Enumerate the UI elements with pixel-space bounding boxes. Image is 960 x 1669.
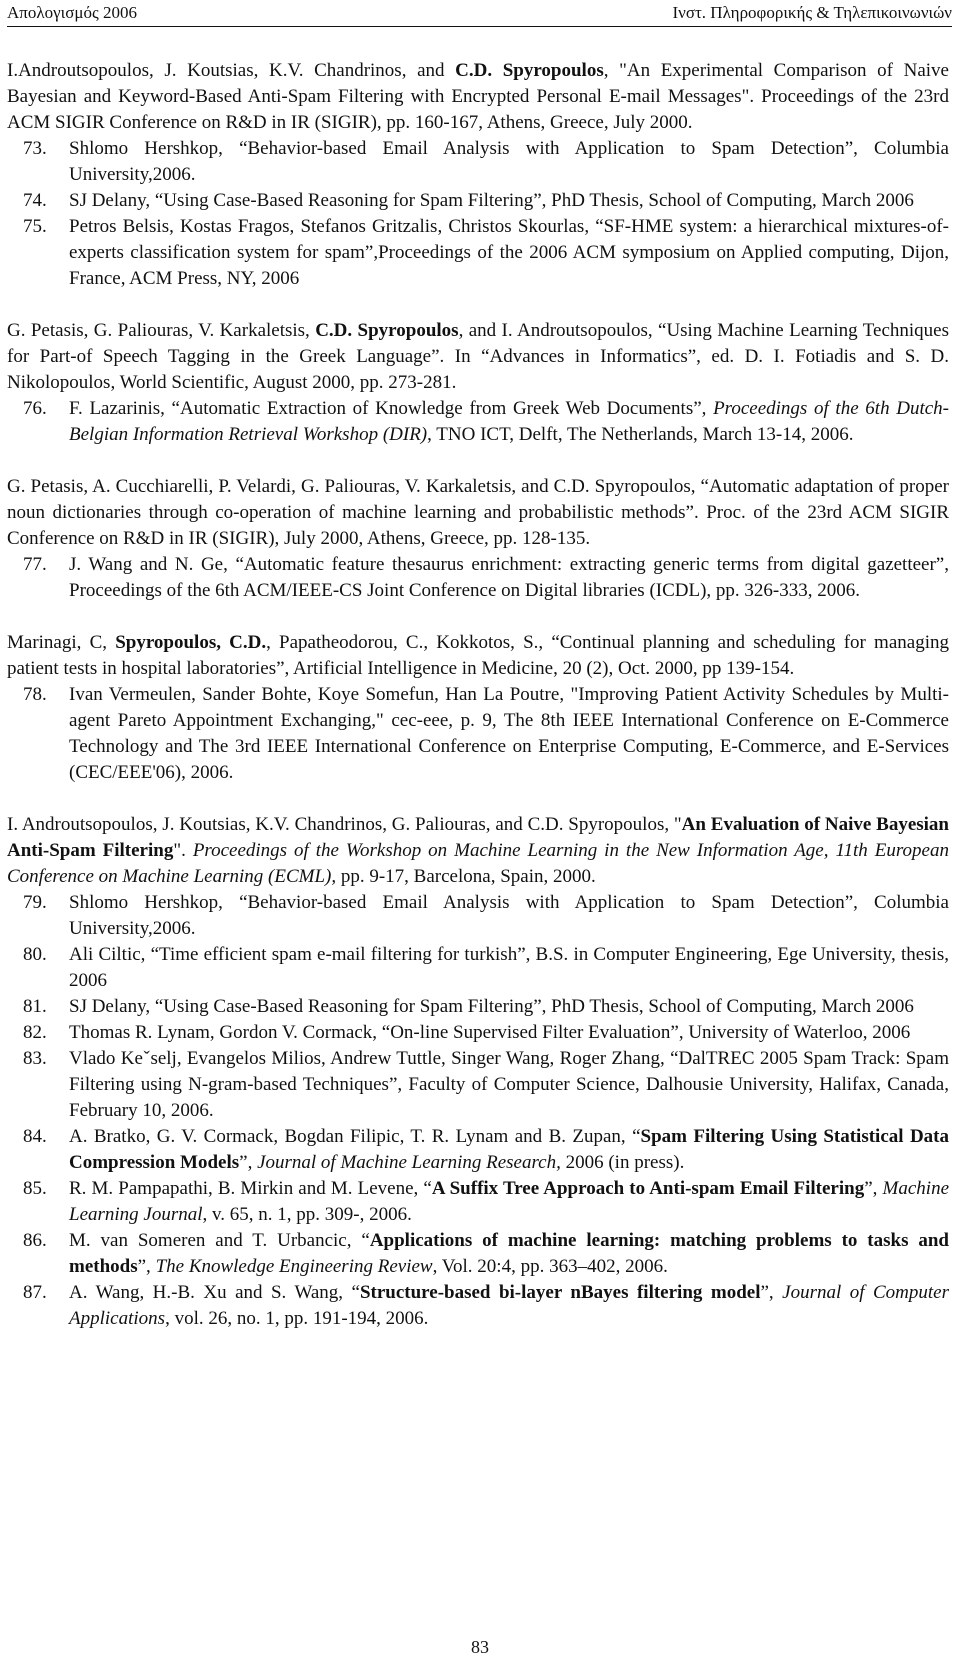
source-paper-1: I.Androutsopoulos, J. Koutsias, K.V. Chandrinos, and C.D. Spyropoulos, "An Experimental Comparison of Naive Bayesian and Keyword-Based Anti-Spam Filtering with Encrypted Personal E-mail Messages". Proceedings of the 23rd ACM SIGIR Conference on R&D in IR (SIGIR), pp. 160-167, Athens, Greece, July 2000. [7,60,949,133]
citation-73: 73. Shlomo Hershkop, “Behavior-based Email Analysis with Application to Spam Detection”, Columbia University,2006. [23,138,949,185]
page-body [7,58,949,1332]
citation-81: 81. SJ Delany, “Using Case-Based Reasoning for Spam Filtering”, PhD Thesis, School of Computing, March 2006 [23,996,914,1017]
source-paper-2: G. Petasis, G. Paliouras, V. Karkaletsis, C.D. Spyropoulos, and I. Androutsopoulos, “Using Machine Learning Techniques for Part-of Speech Tagging in the Greek Language”. In “Advances in Informatics”, ed. D. I. Fotiadis and S. D. Nikolopoulos, World Scientific, August 2000, pp. 273-281. [7,320,949,393]
source-paper-5: I. Androutsopoulos, J. Koutsias, K.V. Chandrinos, G. Paliouras, and C.D. Spyropoulos, "An Evaluation of Naive Bayesian Anti-Spam Filtering". Proceedings of the Workshop on Machine Learning in the New Information Age, 11th European Conference on Machine Learning (ECML), pp. 9-17, Barcelona, Spain, 2000. [7,814,949,887]
header-rule [7,26,952,27]
citation-76: 76. F. Lazarinis, “Automatic Extraction of Knowledge from Greek Web Documents”, Proceedings of the 6th Dutch-Belgian Information Retrieval Workshop (DIR), TNO ICT, Delft, The Netherlands, March 13-14, 2006. [23,398,949,445]
citation-78: 78. Ivan Vermeulen, Sander Bohte, Koye Somefun, Han La Poutre, "Improving Patient Activity Schedules by Multi-agent Pareto Appointment Exchanging," cec-eee, p. 9, The 8th IEEE International Conference on E-Commerce Technology and The 3rd IEEE International Conference on Enterprise Computing, E-Commerce, and E-Services (CEC/EEE'06), 2006. [23,684,949,783]
source-paper-3: G. Petasis, A. Cucchiarelli, P. Velardi, G. Paliouras, V. Karkaletsis, and C.D. Spyropoulos, “Automatic adaptation of proper noun dictionaries through co-operation of machine learning and probabilistic methods”. Proc. of the 23rd ACM SIGIR Conference on R&D in IR (SIGIR), July 2000, Athens, Greece, pp. 128-135. [7,476,949,549]
page-number: 83 [471,1637,489,1657]
citation-77: 77. J. Wang and N. Ge, “Automatic feature thesaurus enrichment: extracting generic terms from digital gazetteer”, Proceedings of the 6th ACM/IEEE-CS Joint Conference on Digital libraries (ICDL), pp. 326-333, 2006. [23,554,949,601]
citation-83: 83. Vlado Keˇselj, Evangelos Milios, Andrew Tuttle, Singer Wang, Roger Zhang, “DalTREC 2005 Spam Track: Spam Filtering using N-gram-based Techniques”, Faculty of Computer Science, Dalhousie University, Halifax, Canada, February 10, 2006. [23,1048,949,1121]
page-header [7,3,952,25]
header-left: Απολογισμός 2006 [7,3,137,22]
citation-80: 80. Ali Ciltic, “Time efficient spam e-mail filtering for turkish”, B.S. in Computer Engineering, Ege University, thesis, 2006 [23,944,949,991]
citation-84: 84. A. Bratko, G. V. Cormack, Bogdan Filipic, T. R. Lynam and B. Zupan, “Spam Filtering Using Statistical Data Compression Models”, Journal of Machine Learning Research, 2006 (in press). [23,1126,949,1173]
header-right: Ινστ. Πληροφορικής & Τηλεπικοινωνιών [672,3,952,22]
citation-79: 79. Shlomo Hershkop, “Behavior-based Email Analysis with Application to Spam Detection”, Columbia University,2006. [23,892,949,939]
source-paper-4: Marinagi, C, Spyropoulos, C.D., Papatheodorou, C., Kokkotos, S., “Continual planning and scheduling for managing patient tests in hospital laboratories”, Artificial Intelligence in Medicine, 20 (2), Oct. 2000, pp 139-154. [7,632,949,679]
citation-74: 74. SJ Delany, “Using Case-Based Reasoning for Spam Filtering”, PhD Thesis, School of Computing, March 2006 [23,190,914,211]
citation-82: 82. Thomas R. Lynam, Gordon V. Cormack, “On-line Supervised Filter Evaluation”, University of Waterloo, 2006 [23,1022,911,1043]
citation-87: 87. A. Wang, H.-B. Xu and S. Wang, “Structure-based bi-layer nBayes filtering model”, Journal of Computer Applications, vol. 26, no. 1, pp. 191-194, 2006. [23,1282,949,1329]
citation-86: 86. M. van Someren and T. Urbancic, “Applications of machine learning: matching problems to tasks and methods”, The Knowledge Engineering Review, Vol. 20:4, pp. 363–402, 2006. [23,1230,950,1277]
citation-75: 75. Petros Belsis, Kostas Fragos, Stefanos Gritzalis, Christos Skourlas, “SF-HME system: a hierarchical mixtures-of-experts classification system for spam”,Proceedings of the 2006 ACM symposium on Applied computing, Dijon, France, ACM Press, NY, 2006 [23,216,949,289]
citation-85: 85. R. M. Pampapathi, B. Mirkin and M. Levene, “A Suffix Tree Approach to Anti-spam Email Filtering”, Machine Learning Journal, v. 65, n. 1, pp. 309-, 2006. [23,1178,950,1225]
